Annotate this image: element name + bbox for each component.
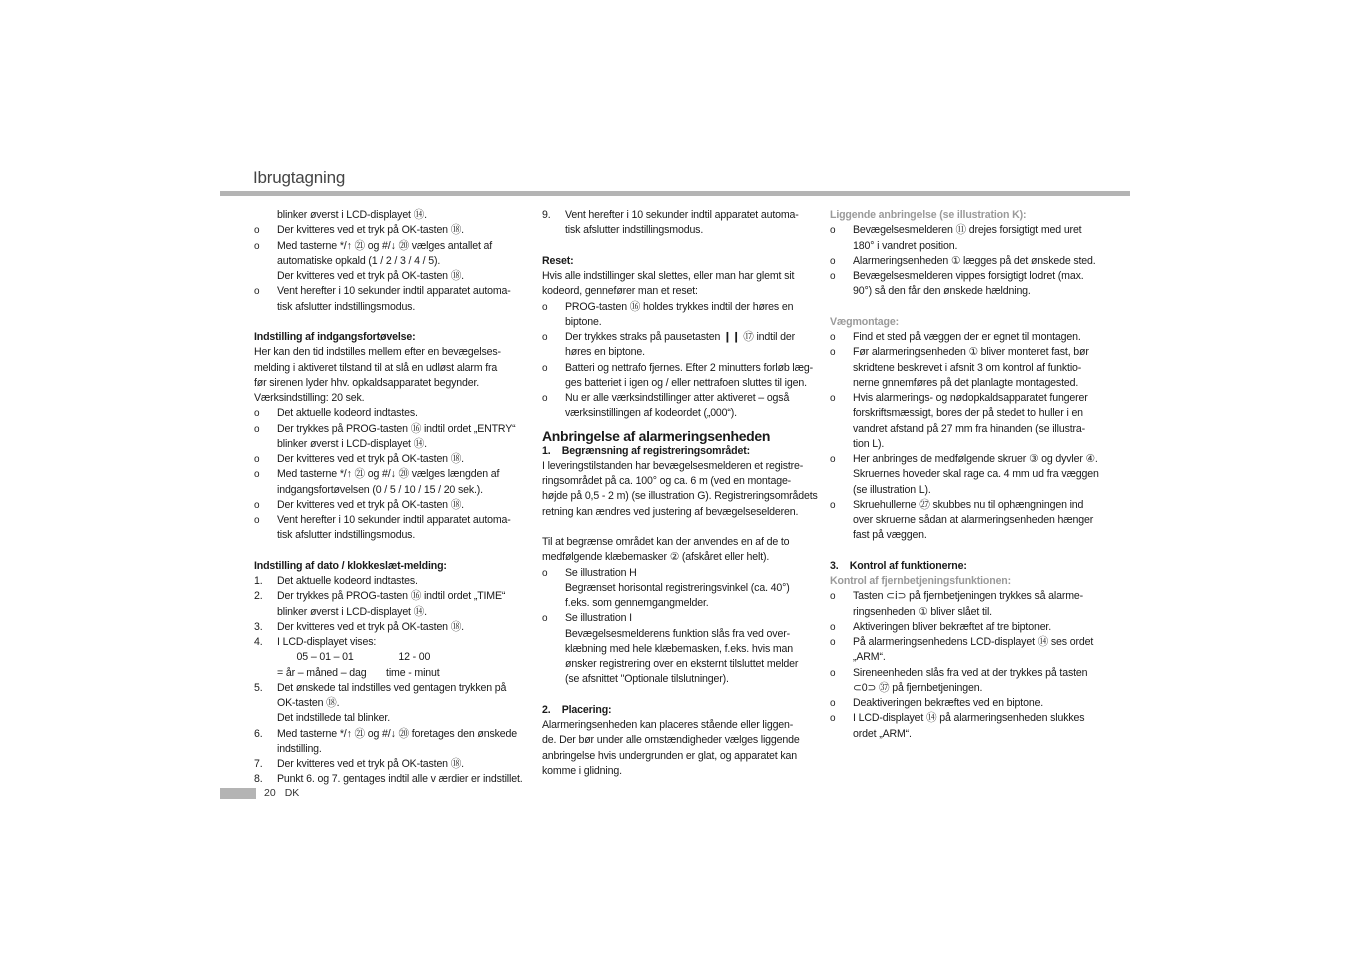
item-text: Der kvitteres ved et tryk på OK-tasten ⑱. — [277, 620, 464, 633]
bullet-marker: o — [830, 255, 836, 267]
bullet-marker: o — [830, 667, 836, 679]
continuation-line: forskriftsmæssigt, bores der på stedet to huller i en — [853, 407, 1083, 420]
continuation-line: tion L). — [853, 437, 885, 450]
bullet-item — [830, 711, 1104, 726]
item-text: Hvis alarmerings- og nødopkaldsapparatet fungerer — [853, 392, 1088, 404]
bullet-marker: o — [542, 301, 548, 313]
page-number: 20 — [264, 787, 276, 799]
bullet-marker: o — [542, 567, 548, 579]
bullet-marker: o — [254, 423, 260, 435]
bullet-item — [254, 467, 526, 482]
continuation-line: OK-tasten ⑱. — [277, 697, 340, 709]
item-text: Tasten ⊂ⅰ⊃ på fjernbetjeningen trykkes så alarme- — [853, 590, 1084, 603]
section-heading: 3. Kontrol af funktionerne: — [830, 559, 967, 572]
item-text: Deaktiveringen bekræftes ved en biptone. — [853, 697, 1044, 709]
bullet-marker: o — [254, 454, 260, 465]
continuation-line: ges batteriet i igen og / eller nettrafoen sluttes til igen. — [565, 376, 807, 389]
item-text: Batteri og nettrafo fjernes. Efter 2 minutters forløb læg- — [565, 361, 814, 374]
bullet-marker: o — [830, 637, 836, 648]
continuation-line: Begrænset horisontal registreringsvinkel (ca. 40°) — [565, 581, 790, 594]
item-text: I LCD-displayet vises: — [277, 636, 377, 648]
item-text: I LCD-displayet ⑭ på alarmeringsenheden slukkes — [853, 712, 1085, 725]
continuation-line: indgangsfortøvelsen (0 / 5 / 10 / 15 / 20 sek.). — [277, 483, 483, 496]
item-text: Med tasterne */↑ ㉑ og #/↓ ⑳ vælges længden af — [277, 468, 500, 481]
item-text: Det aktuelle kodeord indtastes. — [277, 575, 418, 587]
column-1 — [254, 208, 526, 788]
item-text: Punkt 6. og 7. gentages indtil alle v ærdier er indstillet. — [277, 773, 523, 786]
main-heading: Anbringelse af alarmeringsenheden — [542, 427, 771, 444]
bullet-item — [542, 566, 814, 581]
section-heading: Indstilling af indgangsfortøvelse: — [254, 331, 416, 343]
item-text: Der trykkes på PROG-tasten ⑯ indtil ordet „TIME“ — [277, 590, 506, 603]
bullet-marker: o — [254, 408, 260, 420]
continuation-line: Bevægelsesmelderens funktion slås fra ved over- — [565, 627, 790, 640]
bullet-item — [542, 611, 814, 626]
bullet-item — [830, 635, 1104, 650]
spacer — [542, 520, 814, 535]
text-line: Her kan den tid indstilles mellem efter en bevægelses- — [254, 346, 501, 359]
bullet-marker: o — [254, 515, 260, 526]
footer — [264, 787, 308, 799]
text-line: medfølgende klæbemasker ② (afskåret eller helt). — [542, 551, 770, 564]
bullet-marker: o — [830, 499, 836, 511]
bullet-item — [830, 589, 1104, 604]
continuation-line: ⊂0⊃ ㊲ på fjernbetjeningen. — [853, 681, 983, 694]
numbered-item — [254, 574, 526, 589]
item-text: Vent herefter i 10 sekunder indtil apparatet automa- — [565, 209, 799, 221]
section-heading: 2. Placering: — [542, 703, 612, 716]
spacer — [830, 544, 1104, 559]
continuation-line: tisk afslutter indstillingsmodus. — [277, 529, 416, 542]
subsection-heading: Liggende anbringelse (se illustration K): — [830, 209, 1027, 221]
item-text: Der kvitteres ved et tryk på OK-tasten ⑱. — [277, 453, 464, 465]
bullet-marker: o — [830, 347, 836, 359]
item-text: Vent herefter i 10 sekunder indtil apparatet automa- — [277, 285, 511, 298]
item-text: Bevægelsesmelderen vippes forsigtigt lodret (max. — [853, 270, 1084, 282]
spacer — [542, 688, 814, 703]
continuation-line: fast på væggen. — [853, 529, 927, 542]
item-text: Før alarmeringsenheden ① bliver monteret fast, bør — [853, 346, 1089, 359]
continuation-line: blinker øverst i LCD-displayet ⑭. — [277, 209, 427, 221]
item-text: Bevægelsesmelderen ⑪ drejes forsigtigt med uret — [853, 224, 1082, 237]
continuation-line: høres en biptone. — [565, 346, 645, 359]
numbered-item — [254, 757, 526, 772]
continuation-line: automatiske opkald (1 / 2 / 3 / 4 / 5). — [277, 254, 441, 267]
bullet-marker: o — [254, 469, 260, 481]
spacer — [254, 544, 526, 559]
item-number: 1. — [254, 575, 263, 587]
bullet-marker: o — [254, 286, 260, 298]
text-line: højde på 0,5 - 2 m) (se illustration G). Registreringsområdets — [542, 490, 818, 503]
bullet-marker: o — [830, 621, 836, 633]
item-text: Det ønskede tal indstilles ved gentagen trykken på — [277, 681, 507, 694]
column-2 — [542, 208, 818, 779]
item-text: Der kvitteres ved et tryk på OK-tasten ⑱. — [277, 758, 464, 770]
section-heading: Reset: — [542, 254, 574, 267]
item-text: Der trykkes straks på pausetasten ❙❙ ⑰ indtil der — [565, 331, 796, 343]
subsection-heading: Kontrol af fjernbetjeningsfunktionen: — [830, 575, 1012, 587]
item-text: Der kvitteres ved et tryk på OK-tasten ⑱. — [277, 498, 464, 511]
continuation-line: over skruerne sådan at alarmeringsenheden hænger — [853, 514, 1094, 526]
text-line: komme i glidning. — [542, 764, 622, 777]
bullet-item — [830, 223, 1104, 238]
continuation-line: værksinstillingen af kodeordet („000“). — [565, 407, 737, 420]
numbered-item — [254, 727, 526, 742]
bullet-marker: o — [254, 499, 260, 511]
bullet-item — [254, 452, 526, 467]
continuation-line: klæbning med hele klæbemasken, f.eks. hvis man — [565, 642, 794, 655]
spacer — [542, 239, 814, 254]
text-line: I leveringstilstanden har bevægelsesmelderen et registre- — [542, 459, 804, 472]
numbered-item — [254, 620, 526, 635]
continuation-line: 90°) så den får den ønskede hældning. — [853, 285, 1031, 298]
bullet-marker: o — [830, 332, 836, 343]
bullet-item — [830, 696, 1104, 711]
text-line: kodeord, gennefører man et reset: — [542, 285, 698, 298]
continuation-line: Der kvitteres ved et tryk på OK-tasten ⑱. — [277, 270, 464, 282]
bullet-marker: o — [542, 332, 548, 343]
item-text: Med tasterne */↑ ㉑ og #/↓ ⑳ foretages den ønskede — [277, 727, 517, 740]
bullet-item — [542, 300, 814, 315]
bullet-item — [254, 406, 526, 421]
numbered-item — [254, 589, 526, 604]
item-text: Skruehullerne ㉗ skubbes nu til ophængningen ind — [853, 498, 1084, 511]
bullet-item — [254, 239, 526, 254]
continuation-line: ønsker registrering over en eksternt tilsluttet melder — [565, 658, 799, 670]
item-number: 9. — [542, 209, 551, 221]
bullet-marker: o — [830, 454, 836, 465]
column-3 — [830, 208, 1104, 742]
item-number: 7. — [254, 758, 263, 770]
bullet-item — [254, 284, 526, 299]
continuation-line: Det indstillede tal blinker. — [277, 712, 390, 725]
header-rule — [220, 191, 1130, 196]
item-text: Alarmeringsenheden ① lægges på det ønskede sted. — [853, 254, 1096, 267]
item-number: 6. — [254, 727, 263, 740]
item-text: Se illustration I — [565, 612, 632, 625]
item-text: Det aktuelle kodeord indtastes. — [277, 407, 418, 420]
continuation-line: (se illustration L). — [853, 483, 931, 496]
bullet-marker: o — [830, 713, 836, 725]
text-line: de. Der bør under alle omstændigheder vælges liggende — [542, 734, 800, 747]
item-text: Se illustration H — [565, 566, 637, 579]
continuation-line: skridtene beskrevet i afsnit 3 om kontrol af funktio- — [853, 361, 1082, 374]
bullet-item — [254, 223, 526, 238]
text-line: før sirenen lyder hhv. opkaldsapparatet begynder. — [254, 376, 480, 389]
item-text: Sireneenheden slås fra ved at der trykkes på tasten — [853, 666, 1088, 679]
footer-bar — [220, 788, 256, 799]
bullet-item — [830, 391, 1104, 406]
continuation-line: f.eks. som gennemgangmelder. — [565, 597, 709, 609]
bullet-item — [254, 498, 526, 513]
bullet-marker: o — [542, 393, 548, 404]
bullet-item — [254, 513, 526, 528]
numbered-item — [254, 772, 526, 787]
section-heading: Indstilling af dato / klokkeslæt-melding: — [254, 559, 447, 572]
spacer — [830, 300, 1104, 315]
bullet-marker: o — [830, 225, 836, 237]
text-line: Alarmeringsenheden kan placeres stående eller liggen- — [542, 719, 794, 731]
bullet-marker: o — [830, 591, 836, 603]
bullet-item — [830, 452, 1104, 467]
continuation-line: biptone. — [565, 315, 602, 328]
continuation-line: Skruernes hoveder skal rage ca. 4 mm ud fra væggen — [853, 468, 1099, 481]
text-line: Til at begrænse området kan der anvendes en af de to — [542, 536, 790, 548]
item-number: 8. — [254, 773, 263, 786]
bullet-marker: o — [830, 393, 836, 404]
continuation-line: blinker øverst i LCD-displayet ⑭. — [277, 605, 427, 618]
bullet-item — [254, 422, 526, 437]
bullet-item — [542, 330, 814, 345]
item-text: PROG-tasten ⑯ holdes trykkes indtil der høres en — [565, 300, 794, 313]
continuation-line: „ARM“. — [853, 651, 886, 664]
item-text: Nu er alle værksindstillinger atter aktiveret – også — [565, 392, 790, 404]
bullet-marker: o — [830, 271, 836, 282]
bullet-item — [830, 330, 1104, 345]
continuation-line: 180° i vandret position. — [853, 239, 958, 252]
item-text: Der trykkes på PROG-tasten ⑯ indtil ordet „ENTRY“ — [277, 422, 516, 435]
item-text: Med tasterne */↑ ㉑ og #/↓ ⑳ vælges antallet af — [277, 239, 493, 252]
item-number: 5. — [254, 681, 263, 694]
continuation-line: nerne gnnemføres på det planlagte montagested. — [853, 376, 1079, 389]
bullet-item — [830, 345, 1104, 360]
numbered-item — [254, 635, 526, 650]
item-text: Aktiveringen bliver bekræftet af tre biptoner. — [853, 620, 1052, 633]
bullet-item — [542, 391, 814, 406]
bullet-item — [830, 666, 1104, 681]
item-number: 3. — [254, 620, 263, 633]
spacer — [254, 315, 526, 330]
bullet-marker: o — [254, 225, 260, 237]
continuation-line: indstilling. — [277, 742, 322, 755]
item-number: 4. — [254, 636, 263, 648]
text-line: ringsområdet på ca. 100° og ca. 6 m (ved en montage- — [542, 475, 792, 487]
text-line: Hvis alle indstillinger skal slettes, eller man har glemt sit — [542, 270, 795, 282]
item-text: Her anbringes de medfølgende skruer ③ og dyvler ④. — [853, 453, 1098, 465]
continuation-line: ordet „ARM“. — [853, 727, 912, 740]
text-line: anbringelse hvis undergrunden er glat, og apparatet kan — [542, 749, 798, 762]
item-text: Find et sted på væggen der er egnet til montagen. — [853, 331, 1081, 343]
continuation-line: ringsenheden ① bliver slået til. — [853, 605, 992, 618]
bullet-item — [830, 269, 1104, 284]
item-text: På alarmeringsenhedens LCD-displayet ⑭ ses ordet — [853, 636, 1094, 648]
continuation-line: (se afsnittet "Optionale tilslutninger). — [565, 673, 729, 686]
text-line: Værksindstilling: 20 sek. — [254, 392, 365, 404]
item-number: 2. — [254, 590, 263, 603]
bullet-item — [830, 254, 1104, 269]
numbered-item — [254, 681, 526, 696]
bullet-marker: o — [542, 613, 548, 625]
continuation-line: = år – måned – dag time - minut — [277, 666, 440, 679]
language-code: DK — [284, 787, 300, 799]
numbered-item — [542, 208, 814, 223]
continuation-line: 05 – 01 – 01 12 - 00 — [277, 651, 431, 664]
text-line: retning kan ændres ved justering af bevægelseselderen. — [542, 505, 799, 518]
text-line: melding i aktiveret tilstand til at slå en udløst alarm fra — [254, 361, 498, 374]
bullet-item — [830, 620, 1104, 635]
item-text: Vent herefter i 10 sekunder indtil apparatet automa- — [277, 514, 511, 526]
bullet-marker: o — [830, 698, 836, 709]
item-text: Der kvitteres ved et tryk på OK-tasten ⑱. — [277, 224, 464, 237]
section-heading: 1. Begrænsning af registreringsområdet: — [542, 444, 750, 457]
bullet-item — [542, 361, 814, 376]
bullet-item — [830, 498, 1104, 513]
continuation-line: blinker øverst i LCD-displayet ⑭. — [277, 437, 427, 450]
continuation-line: tisk afslutter indstillingsmodus. — [565, 224, 704, 237]
page-title: Ibrugtagning — [253, 168, 346, 187]
bullet-marker: o — [254, 240, 260, 252]
continuation-line: vandret afstand på 27 mm fra hinanden (se illustra- — [853, 422, 1086, 435]
continuation-line: tisk afslutter indstillingsmodus. — [277, 300, 416, 313]
subsection-heading: Vægmontage: — [830, 315, 899, 328]
bullet-marker: o — [542, 362, 548, 374]
